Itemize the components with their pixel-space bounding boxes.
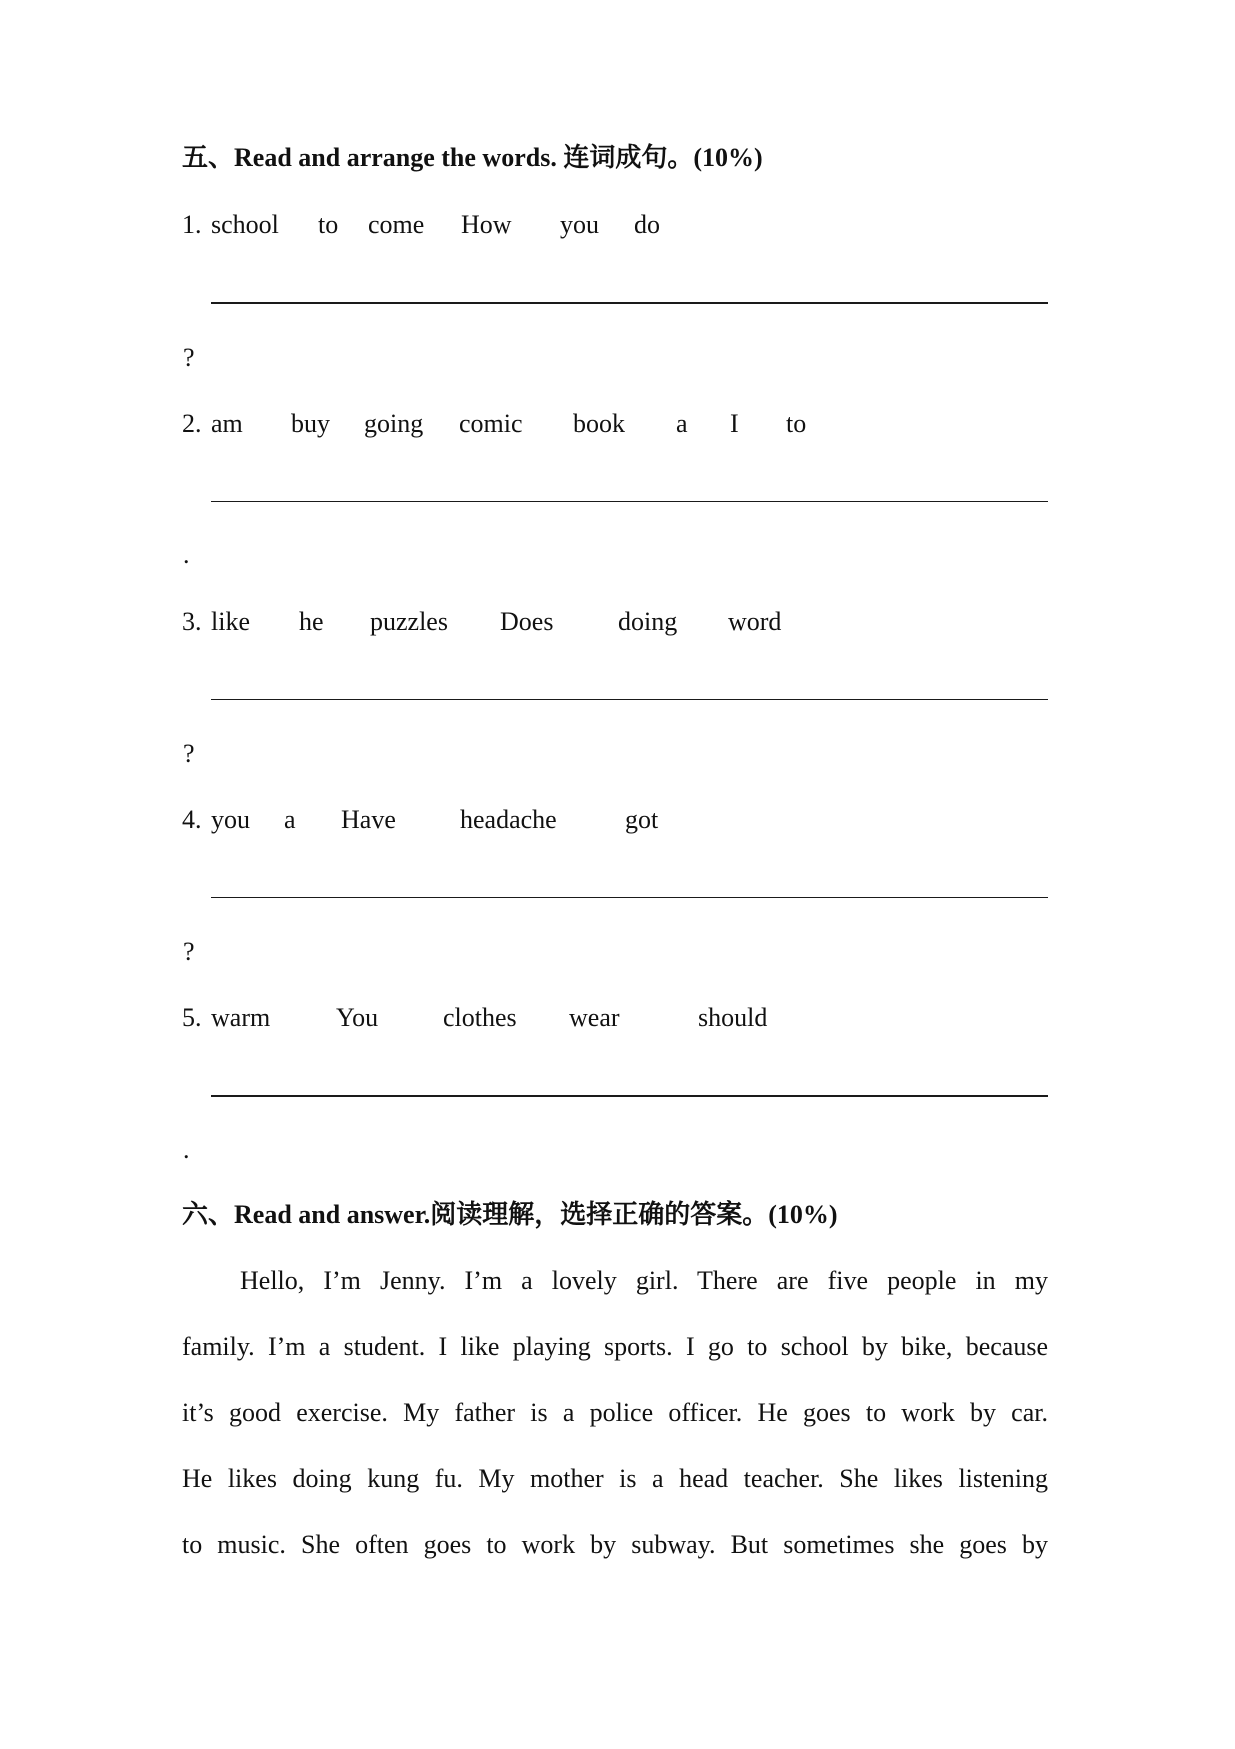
word-tile: warm bbox=[211, 1003, 271, 1032]
question-number: 5. bbox=[182, 1003, 202, 1032]
word-tile: to bbox=[786, 409, 807, 438]
word-tile: wear bbox=[569, 1003, 620, 1032]
word-tile: a bbox=[676, 409, 688, 438]
word-tile: am bbox=[211, 409, 243, 438]
question-number: 3. bbox=[182, 607, 202, 636]
word-tile: How bbox=[461, 210, 512, 239]
answer-line-5[interactable] bbox=[211, 1095, 1048, 1097]
question-3 bbox=[182, 609, 882, 637]
question-4 bbox=[182, 807, 882, 835]
word-tile: you bbox=[560, 210, 599, 239]
passage-line: to music. She often goes to work by subway. But sometimes she goes by bbox=[182, 1530, 1048, 1559]
word-tile: word bbox=[728, 607, 782, 636]
question-1 bbox=[182, 212, 882, 240]
answer-line-3[interactable] bbox=[211, 699, 1048, 700]
section-5-heading: 五、Read and arrange the words. 连词成句。(10%) bbox=[182, 143, 763, 172]
word-tile: school bbox=[211, 210, 279, 239]
word-tile: doing bbox=[618, 607, 678, 636]
passage-line: He likes doing kung fu. My mother is a head teacher. She likes listening bbox=[182, 1464, 1048, 1493]
reading-passage bbox=[182, 1248, 1048, 1578]
word-tile: Does bbox=[500, 607, 554, 636]
word-tile: he bbox=[299, 607, 324, 636]
question-5 bbox=[182, 1005, 882, 1033]
question-number: 1. bbox=[182, 210, 202, 239]
word-tile: should bbox=[698, 1003, 768, 1032]
word-tile: comic bbox=[459, 409, 523, 438]
question-number: 4. bbox=[182, 805, 202, 834]
word-tile: come bbox=[368, 210, 425, 239]
section-6-heading: 六、Read and answer.阅读理解，选择正确的答案。(10%) bbox=[182, 1200, 838, 1229]
word-tile: a bbox=[284, 805, 296, 834]
end-punctuation-5: . bbox=[183, 1135, 190, 1164]
answer-line-4[interactable] bbox=[211, 897, 1048, 898]
answer-line-1[interactable] bbox=[211, 302, 1048, 304]
word-tile: book bbox=[573, 409, 625, 438]
word-tile: you bbox=[211, 805, 250, 834]
end-punctuation-2: . bbox=[183, 540, 190, 569]
word-tile: I bbox=[730, 409, 739, 438]
passage-line: family. I’m a student. I like playing sports. I go to school by bike, because bbox=[182, 1332, 1048, 1361]
passage-line: Hello, I’m Jenny. I’m a lovely girl. There are five people in my bbox=[240, 1266, 1048, 1295]
passage-line: it’s good exercise. My father is a police officer. He goes to work by car. bbox=[182, 1398, 1048, 1427]
word-tile: to bbox=[318, 210, 339, 239]
answer-line-2[interactable] bbox=[211, 501, 1048, 502]
word-tile: going bbox=[364, 409, 424, 438]
question-number: 2. bbox=[182, 409, 202, 438]
word-tile: You bbox=[336, 1003, 379, 1032]
word-tile: clothes bbox=[443, 1003, 517, 1032]
word-tile: got bbox=[625, 805, 659, 834]
word-tile: buy bbox=[291, 409, 330, 438]
end-punctuation-4: ? bbox=[183, 937, 195, 966]
word-tile: do bbox=[634, 210, 660, 239]
end-punctuation-3: ? bbox=[183, 739, 195, 768]
word-tile: like bbox=[211, 607, 250, 636]
word-tile: Have bbox=[341, 805, 396, 834]
question-2 bbox=[182, 411, 882, 439]
word-tile: puzzles bbox=[370, 607, 448, 636]
word-tile: headache bbox=[460, 805, 557, 834]
end-punctuation-1: ? bbox=[183, 343, 195, 372]
